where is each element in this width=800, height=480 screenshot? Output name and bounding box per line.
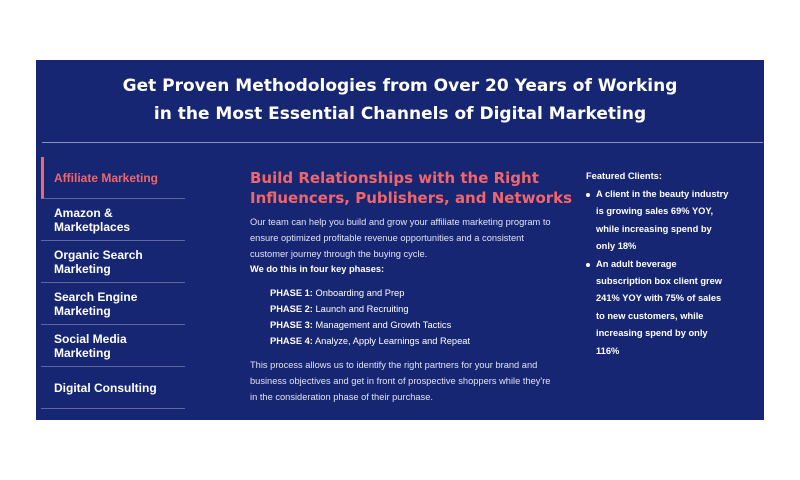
nav-item-label: Social Media <box>54 331 127 346</box>
channel-nav <box>41 157 185 409</box>
bullet-icon <box>586 193 590 197</box>
intro-paragraph <box>250 214 570 262</box>
heading-line-1: Get Proven Methodologies from Over 20 Years of Working <box>122 76 678 96</box>
intro-line: ensure optimized profitable revenue opportunities and a consistent <box>250 233 524 243</box>
nav-item-label-line-2: Marketing <box>54 261 111 276</box>
phase-text: Analyze, Apply Learnings and Repeat <box>314 336 471 346</box>
channel-content <box>250 168 573 405</box>
nav-item-affiliate-marketing[interactable] <box>41 157 185 199</box>
phase-label: PHASE 2: <box>270 304 313 314</box>
nav-item-label: Organic Search <box>54 247 143 262</box>
channels-panel <box>36 60 764 420</box>
nav-item-label: Amazon & <box>54 205 113 220</box>
outro-line: This process allows us to identify the right partners for your brand and <box>250 360 538 370</box>
nav-item-label-line-2: Marketing <box>54 345 111 360</box>
phase-item <box>270 301 570 317</box>
client-line: 241% YOY with 75% of sales <box>596 293 722 304</box>
heading-divider <box>42 142 763 143</box>
phase-label: PHASE 4: <box>270 336 313 346</box>
nav-item-label: Search Engine <box>54 289 138 304</box>
client-item <box>586 186 736 256</box>
nav-item-label: Digital Consulting <box>54 380 157 395</box>
intro-line: customer journey through the buying cycle. <box>250 249 428 259</box>
client-line: subscription box client grew <box>596 276 723 287</box>
heading-line-2: in the Most Essential Channels of Digital Marketing <box>153 104 647 124</box>
client-line: only 18% <box>596 241 637 252</box>
client-line: increasing spend by only <box>596 328 708 339</box>
phase-item <box>270 333 570 349</box>
phase-label: PHASE 3: <box>270 320 313 330</box>
featured-clients-list <box>586 186 736 360</box>
nav-item-social-media-marketing[interactable] <box>41 325 185 367</box>
phase-label: PHASE 1: <box>270 288 313 298</box>
intro-line: Our team can help you build and grow your affiliate marketing program to <box>250 217 551 227</box>
client-line: is growing sales 69% YOY, <box>596 206 714 217</box>
phases-list <box>270 285 570 349</box>
phase-item <box>270 317 570 333</box>
bullet-icon <box>586 263 590 267</box>
phase-text: Management and Growth Tactics <box>315 320 452 330</box>
content-title-line-1: Build Relationships with the Right <box>250 169 539 187</box>
phase-text: Onboarding and Prep <box>315 288 405 298</box>
client-line: while increasing spend by <box>596 223 712 234</box>
nav-item-digital-consulting[interactable] <box>41 367 185 409</box>
nav-item-label-line-2: Marketplaces <box>54 219 131 234</box>
nav-item-search-engine-marketing[interactable] <box>41 283 185 325</box>
client-line: to new customers, while <box>596 310 704 321</box>
client-line: A client in the beauty industry <box>596 189 729 199</box>
outro-paragraph <box>250 357 570 405</box>
featured-clients-label: Featured Clients: <box>586 171 662 181</box>
client-item <box>586 256 736 360</box>
client-line: 116% <box>596 345 620 356</box>
nav-item-label-line-2: Marketing <box>54 303 111 318</box>
client-line: An adult beverage <box>596 258 677 269</box>
featured-clients <box>586 168 736 360</box>
phase-item <box>270 285 570 301</box>
outro-line: business objectives and get in front of prospective shoppers while they're <box>250 376 551 386</box>
outro-line: in the consideration phase of their purchase. <box>250 392 433 402</box>
nav-item-amazon-marketplaces[interactable] <box>41 199 185 241</box>
nav-item-label: Affiliate Marketing <box>54 170 159 185</box>
content-title-line-2: Influencers, Publishers, and Networks <box>250 189 573 207</box>
section-heading <box>36 72 764 128</box>
phases-lead: We do this in four key phases: <box>250 264 385 274</box>
phase-text: Launch and Recruiting <box>315 304 409 314</box>
nav-item-organic-search-marketing[interactable] <box>41 241 185 283</box>
content-title <box>250 168 573 208</box>
